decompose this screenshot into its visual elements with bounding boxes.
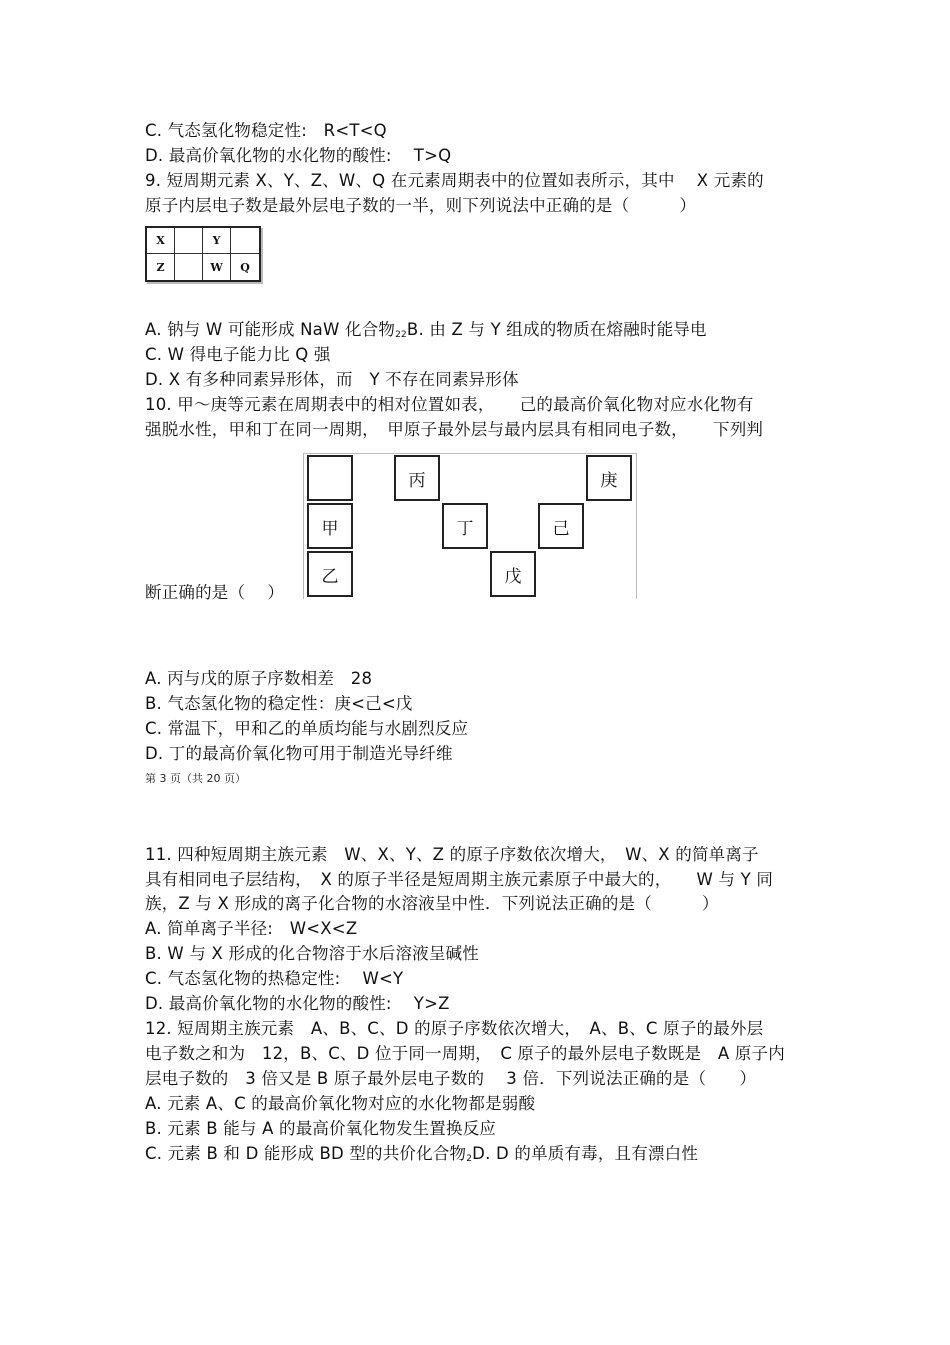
q9-cell: Y <box>203 228 231 254</box>
q11-option-b: B. W 与 X 形成的化合物溶于水后溶液呈碱性 <box>145 944 479 963</box>
q10-option-d: D. 丁的最高价氧化物可用于制造光导纤维 <box>145 744 453 763</box>
q9-cell <box>175 254 203 280</box>
q10-empty-cell <box>307 455 353 501</box>
subscript: 22 <box>395 330 407 340</box>
q9-element-grid <box>145 226 261 282</box>
q11-option-a: A. 简单离子半径: W<X<Z <box>145 919 358 938</box>
q11-stem-line2: 具有相同电子层结构， X 的原子半径是短周期主族元素原子中最大的， W 与 Y 同 <box>145 870 774 889</box>
q10-cell-geng: 庚 <box>586 455 632 501</box>
q10-stem-line3: 断正确的是（ ） <box>145 583 285 602</box>
q12-option-c: C. 元素 B 和 D 能形成 BD 型的共价化合物 <box>145 1144 467 1163</box>
q9-cell: X <box>147 228 175 254</box>
q12-option-d: D. D 的单质有毒，且有漂白性 <box>472 1144 699 1163</box>
q8-option-c: C. 气态氢化物稳定性: R<T<Q <box>145 121 387 140</box>
q10-option-a: A. 丙与戊的原子序数相差 28 <box>145 669 373 688</box>
q10-cell-bing: 丙 <box>394 455 440 501</box>
q10-stem-line2: 强脱水性，甲和丁在同一周期， 甲原子最外层与最内层具有相同电子数， 下列判 <box>145 420 764 439</box>
q10-option-b: B. 气态氢化物的稳定性：庚<己<戊 <box>145 694 413 713</box>
q11-option-d: D. 最高价氧化物的水化物的酸性: Y>Z <box>145 994 450 1013</box>
q12-option-b: B. 元素 B 能与 A 的最高价氧化物发生置换反应 <box>145 1119 497 1138</box>
q8-option-d: D. 最高价氧化物的水化物的酸性: T>Q <box>145 146 452 165</box>
q10-cell-ding: 丁 <box>442 503 488 549</box>
q9-cell: W <box>203 254 231 280</box>
q12-stem-line3: 层电子数的 3 倍又是 B 原子最外层电子数的 3 倍．下列说法正确的是（ ） <box>145 1069 757 1088</box>
q10-element-table <box>303 453 637 599</box>
q10-option-c: C. 常温下，甲和乙的单质均能与水剧烈反应 <box>145 719 469 738</box>
table-frame <box>303 453 637 454</box>
q10-cell-jia: 甲 <box>307 503 353 549</box>
q10-cell-wu: 戊 <box>490 551 536 597</box>
q9-stem-line2: 原子内层电子数是最外层电子数的一半，则下列说法中正确的是（ ） <box>145 196 697 215</box>
table-frame <box>636 453 637 599</box>
q12-option-cd <box>145 1144 698 1169</box>
q9-option-b: B. 由 Z 与 Y 组成的物质在熔融时能导电 <box>406 320 707 339</box>
q9-cell: Z <box>147 254 175 280</box>
q9-cell <box>231 228 259 254</box>
q9-option-d: D. X 有多种同素异形体，而 Y 不存在同素异形体 <box>145 370 519 389</box>
page-footer: 第 3 页（共 20 页） <box>145 772 246 785</box>
q9-stem-line1: 9. 短周期元素 X、Y、Z、W、Q 在元素周期表中的位置如表所示，其中 X 元素的 <box>145 171 764 190</box>
q12-stem-line1: 12. 短周期主族元素 A、B、C、D 的原子序数依次增大， A、B、C 原子的最外层 <box>145 1019 764 1038</box>
q10-cell-yi: 乙 <box>307 551 353 597</box>
q9-option-a: A. 钠与 W 可能形成 NaW 化合物 <box>145 320 396 339</box>
q10-cell-ji: 己 <box>538 503 584 549</box>
q9-cell <box>175 228 203 254</box>
q11-stem-line1: 11. 四种短周期主族元素 W、X、Y、Z 的原子序数依次增大， W、X 的简单离子 <box>145 845 759 864</box>
q9-option-c: C. W 得电子能力比 Q 强 <box>145 345 331 364</box>
q12-option-a: A. 元素 A、C 的最高价氧化物对应的水化物都是弱酸 <box>145 1094 536 1113</box>
q11-stem-line3: 族，Z 与 X 形成的离子化合物的水溶液呈中性．下列说法正确的是（ ） <box>145 894 719 913</box>
q10-stem-line1: 10. 甲～庚等元素在周期表中的相对位置如表， 己的最高价氧化物对应水化物有 <box>145 395 754 414</box>
subscript: 2 <box>466 1154 473 1164</box>
table-frame <box>303 453 304 599</box>
q9-option-ab <box>145 320 707 345</box>
q11-option-c: C. 气态氢化物的热稳定性: W<Y <box>145 969 404 988</box>
q12-stem-line2: 电子数之和为 12，B、C、D 位于同一周期， C 原子的最外层电子数既是 A 原子内 <box>145 1044 785 1063</box>
q9-cell: Q <box>240 260 250 274</box>
